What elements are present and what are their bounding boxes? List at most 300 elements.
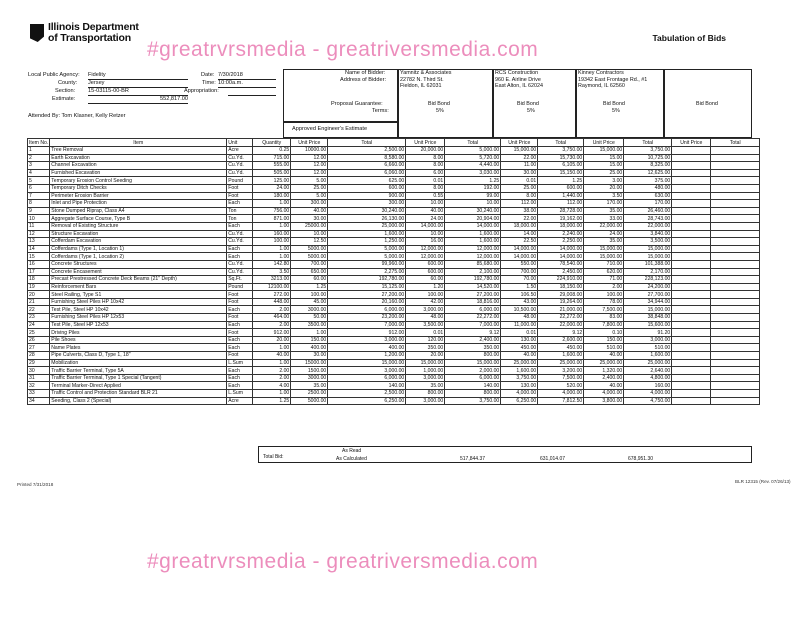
cell-eng-unit-price: 5.00 — [291, 177, 328, 185]
cell-b4-unit-price — [672, 222, 711, 230]
cell-item-no: 22 — [28, 306, 50, 314]
cell-item-desc: Name Plates — [50, 344, 227, 352]
cell-b4-unit-price — [672, 184, 711, 192]
cell-b1-total: 27,200.00 — [445, 291, 501, 299]
cell-eng-total: 5,000.00 — [328, 253, 406, 261]
cell-b2-total: 25,000.00 — [538, 359, 584, 367]
cell-b3-total: 228,123.00 — [624, 276, 672, 284]
table-row — [28, 215, 760, 223]
cell-quantity: 1.00 — [253, 253, 291, 261]
cell-b1-total: 14,000.00 — [445, 222, 501, 230]
county-value: Jersey — [88, 80, 188, 88]
cell-b4-total — [711, 382, 760, 390]
table-row — [28, 230, 760, 238]
cell-item-desc: Cofferdams (Type 1, Location 2) — [50, 253, 227, 261]
cell-eng-unit-price: 700.00 — [291, 260, 328, 268]
cell-item-no: 21 — [28, 298, 50, 306]
cell-b4-unit-price — [672, 336, 711, 344]
cell-b4-unit-price — [672, 238, 711, 246]
cell-b2-total: 450.00 — [538, 344, 584, 352]
cell-b1-unit-price: 42.00 — [406, 298, 445, 306]
cell-b3-total: 28,743.00 — [624, 215, 672, 223]
table-row — [28, 390, 760, 398]
cell-b4-total — [711, 184, 760, 192]
cell-quantity: 1.00 — [253, 200, 291, 208]
col-item-no: Item No. — [29, 139, 49, 146]
cell-b3-unit-price: 4,000.00 — [584, 390, 624, 398]
cell-b1-total: 12,000.00 — [445, 253, 501, 261]
cell-eng-unit-price: 40.00 — [291, 207, 328, 215]
col-quantity: Quantity — [253, 139, 291, 147]
cell-b3-unit-price: 510.00 — [584, 344, 624, 352]
cell-eng-total: 15,000.00 — [328, 359, 406, 367]
watermark-top: #greatrvrsmedia - greatriversmedia.com — [147, 38, 539, 61]
table-row — [28, 367, 760, 375]
cell-b1-unit-price: 20,000.00 — [406, 147, 445, 155]
cell-eng-unit-price: 35.00 — [291, 382, 328, 390]
cell-b4-total — [711, 291, 760, 299]
cell-item-desc: Temporary Ditch Checks — [50, 184, 227, 192]
cell-eng-unit-price: 25.00 — [291, 184, 328, 192]
cell-b4-unit-price — [672, 329, 711, 337]
cell-b3-unit-price: 15,000.00 — [584, 253, 624, 261]
cell-b2-unit-price: 40.00 — [501, 352, 538, 360]
cell-b1-unit-price: 120.00 — [406, 336, 445, 344]
cell-b1-total: 5,720.00 — [445, 154, 501, 162]
cell-item-desc: Test Pile, Steel HP 12x53 — [50, 321, 227, 329]
bidder-2-addr2: East Alton, IL 62024 — [495, 83, 544, 90]
cell-b2-unit-price: 30.00 — [501, 169, 538, 177]
cell-b3-unit-price: 78.00 — [584, 298, 624, 306]
cell-b1-total: 1.25 — [445, 177, 501, 185]
cell-b2-unit-price: 25,000.00 — [501, 359, 538, 367]
cell-b3-total: 8,325.00 — [624, 162, 672, 170]
cell-unit: Each — [227, 245, 253, 253]
cell-item-no: 7 — [28, 192, 50, 200]
cell-b4-total — [711, 283, 760, 291]
cell-eng-unit-price: 300.00 — [291, 200, 328, 208]
cell-eng-total: 192,780.00 — [328, 276, 406, 284]
cell-item-no: 19 — [28, 283, 50, 291]
cell-b4-total — [711, 245, 760, 253]
cell-b4-total — [711, 253, 760, 261]
cell-item-no: 18 — [28, 276, 50, 284]
cell-b3-total: 101,388.00 — [624, 260, 672, 268]
cell-b3-total: 160.00 — [624, 382, 672, 390]
cell-b2-unit-price: 130.00 — [501, 336, 538, 344]
cell-unit: Each — [227, 367, 253, 375]
cell-quantity: 464.00 — [253, 314, 291, 322]
cell-b1-total: 192.00 — [445, 184, 501, 192]
printed-date: Printed 7/31/2018 — [17, 482, 54, 487]
cell-b3-unit-price: 83.00 — [584, 314, 624, 322]
cell-b3-total: 510.00 — [624, 344, 672, 352]
cell-item-no: 2 — [28, 154, 50, 162]
cell-b4-unit-price — [672, 245, 711, 253]
cell-b2-unit-price: 450.00 — [501, 344, 538, 352]
cell-item-no: 10 — [28, 215, 50, 223]
cell-quantity: 180.00 — [253, 192, 291, 200]
cell-b2-total: 18,000.00 — [538, 222, 584, 230]
estimate-value: 552,817.00 — [88, 96, 188, 104]
cell-b4-unit-price — [672, 382, 711, 390]
cell-eng-total: 2,500.00 — [328, 147, 406, 155]
cell-b4-total — [711, 306, 760, 314]
cell-item-desc: Inlet and Pipe Protection — [50, 200, 227, 208]
cell-b1-unit-price: 12,000.00 — [406, 245, 445, 253]
cell-b2-total: 19,264.00 — [538, 298, 584, 306]
cell-b3-total: 25,000.00 — [624, 359, 672, 367]
cell-b1-total: 192,780.00 — [445, 276, 501, 284]
cell-quantity: 1.00 — [253, 222, 291, 230]
cell-b3-total: 26,460.00 — [624, 207, 672, 215]
cell-b1-total: 2,100.00 — [445, 268, 501, 276]
cell-b3-unit-price: 2,400.00 — [584, 374, 624, 382]
cell-eng-total: 600.00 — [328, 184, 406, 192]
cell-quantity: 2.00 — [253, 367, 291, 375]
cell-unit: Cu.Yd. — [227, 260, 253, 268]
cell-b2-total: 7,812.50 — [538, 397, 584, 405]
cell-b1-unit-price: 60.00 — [406, 276, 445, 284]
cell-b1-total: 350.00 — [445, 344, 501, 352]
cell-item-no: 26 — [28, 336, 50, 344]
col-b4-unit-price: Unit Price — [672, 139, 711, 147]
table-row — [28, 352, 760, 360]
cell-b2-unit-price: 25.00 — [501, 184, 538, 192]
cell-b4-total — [711, 268, 760, 276]
cell-b1-unit-price: 35.00 — [406, 382, 445, 390]
cell-b1-unit-price: 600.00 — [406, 268, 445, 276]
cell-b1-unit-price: 0.01 — [406, 177, 445, 185]
cell-b1-unit-price: 1,000.00 — [406, 367, 445, 375]
cell-unit: Sq.Ft. — [227, 276, 253, 284]
cell-eng-unit-price: 12.00 — [291, 162, 328, 170]
cell-quantity: 272.00 — [253, 291, 291, 299]
cell-eng-unit-price: 25000.00 — [291, 222, 328, 230]
cell-b2-total: 6,105.00 — [538, 162, 584, 170]
cell-b3-total: 91.20 — [624, 329, 672, 337]
cell-eng-unit-price: 3000.00 — [291, 306, 328, 314]
cell-item-no: 17 — [28, 268, 50, 276]
table-row — [28, 276, 760, 284]
cell-b3-total: 2,640.00 — [624, 367, 672, 375]
cell-b1-total: 30,240.00 — [445, 207, 501, 215]
cell-b2-unit-price: 22.00 — [501, 154, 538, 162]
cell-b2-total: 9.12 — [538, 329, 584, 337]
cell-item-desc: Structure Excavation — [50, 230, 227, 238]
col-b1-total: Total — [445, 139, 501, 147]
cell-b3-unit-price: 15,000.00 — [584, 245, 624, 253]
cell-b3-unit-price: 40.00 — [584, 352, 624, 360]
cell-eng-total: 26,130.00 — [328, 215, 406, 223]
cell-b4-total — [711, 154, 760, 162]
cell-b3-total: 375.00 — [624, 177, 672, 185]
cell-item-no: 25 — [28, 329, 50, 337]
cell-b4-unit-price — [672, 169, 711, 177]
cell-eng-total: 8,580.00 — [328, 154, 406, 162]
totals-box — [258, 446, 752, 463]
cell-item-no: 30 — [28, 367, 50, 375]
cell-b4-unit-price — [672, 359, 711, 367]
cell-b1-unit-price: 14,000.00 — [406, 222, 445, 230]
cell-quantity: 3.50 — [253, 268, 291, 276]
cell-eng-total: 7,000.00 — [328, 321, 406, 329]
cell-b1-total: 15,000.00 — [445, 359, 501, 367]
cell-eng-unit-price: 45.00 — [291, 298, 328, 306]
cell-eng-unit-price: 150.00 — [291, 336, 328, 344]
cell-b3-unit-price: 15.00 — [584, 154, 624, 162]
cell-b1-total: 3,030.00 — [445, 169, 501, 177]
cell-b4-unit-price — [672, 162, 711, 170]
cell-eng-total: 6,000.00 — [328, 306, 406, 314]
cell-b2-unit-price: 11,000.00 — [501, 321, 538, 329]
cell-unit: Cu.Yd. — [227, 238, 253, 246]
cell-b2-total: 2,250.00 — [538, 238, 584, 246]
cell-b4-unit-price — [672, 397, 711, 405]
cell-b2-total: 600.00 — [538, 184, 584, 192]
cell-eng-unit-price: 12.00 — [291, 169, 328, 177]
table-row — [28, 306, 760, 314]
cell-b2-total: 2,240.00 — [538, 230, 584, 238]
cell-item-no: 24 — [28, 321, 50, 329]
cell-eng-total: 6,060.00 — [328, 169, 406, 177]
table-row — [28, 314, 760, 322]
cell-b1-unit-price: 100.00 — [406, 291, 445, 299]
cell-b2-unit-price: 22.50 — [501, 238, 538, 246]
cell-b2-unit-price: 112.00 — [501, 200, 538, 208]
cell-item-no: 28 — [28, 352, 50, 360]
cell-quantity: 1.25 — [253, 397, 291, 405]
bidder-2-terms: 5% — [527, 108, 535, 114]
bidder-2-total: 631,014.07 — [540, 456, 566, 462]
bidder-2-addr1: 960 E. Airline Drive — [495, 76, 541, 83]
cell-quantity: 2.00 — [253, 321, 291, 329]
cell-b2-unit-price: 15,000.00 — [501, 147, 538, 155]
bidder-2-name: RCS Construction — [495, 70, 539, 76]
cell-unit: Each — [227, 253, 253, 261]
illinois-map-icon — [30, 24, 44, 42]
cell-b3-total: 630.00 — [624, 192, 672, 200]
cell-unit: L.Sum — [227, 359, 253, 367]
cell-eng-unit-price: 12.50 — [291, 238, 328, 246]
cell-b2-unit-price: 48.00 — [501, 314, 538, 322]
cell-eng-total: 6,660.00 — [328, 162, 406, 170]
cell-unit: L.Sum — [227, 390, 253, 398]
cell-item-desc: Pipe Culverts, Class D, Type 1, 18" — [50, 352, 227, 360]
cell-b1-unit-price: 3,500.00 — [406, 321, 445, 329]
cell-b3-total: 3,840.00 — [624, 230, 672, 238]
cell-quantity: 555.00 — [253, 162, 291, 170]
cell-b4-unit-price — [672, 207, 711, 215]
cell-b3-total: 27,700.00 — [624, 291, 672, 299]
cell-b3-total: 22,000.00 — [624, 222, 672, 230]
cell-b4-unit-price — [672, 314, 711, 322]
cell-b1-unit-price: 48.00 — [406, 314, 445, 322]
cell-item-desc: Cofferdams (Type 1, Location 1) — [50, 245, 227, 253]
bidder-3-guarantee: Bid Bond — [603, 101, 625, 107]
cell-unit: Each — [227, 344, 253, 352]
cell-b4-total — [711, 200, 760, 208]
table-row — [28, 329, 760, 337]
table-row — [28, 268, 760, 276]
cell-eng-total: 3,000.00 — [328, 336, 406, 344]
cell-eng-total: 5,000.00 — [328, 245, 406, 253]
table-row — [28, 321, 760, 329]
cell-unit: Cu.Yd. — [227, 268, 253, 276]
cell-b4-unit-price — [672, 390, 711, 398]
cell-b2-unit-price: 14.00 — [501, 230, 538, 238]
as-calculated-label: As Calculated — [336, 456, 367, 462]
cell-b1-total: 3,750.00 — [445, 397, 501, 405]
cell-quantity: 1.00 — [253, 359, 291, 367]
cell-b1-unit-price: 8.00 — [406, 162, 445, 170]
bidder-1-guarantee: Bid Bond — [428, 101, 450, 107]
cell-b2-total: 19,162.00 — [538, 215, 584, 223]
cell-b1-total: 9.12 — [445, 329, 501, 337]
cell-b3-total: 15,000.00 — [624, 253, 672, 261]
cell-item-desc: Tree Removal — [50, 147, 227, 155]
page-title: Tabulation of Bids — [652, 33, 726, 43]
cell-item-desc: Test Pile, Steel HP 10x42 — [50, 306, 227, 314]
cell-b1-total: 4,440.00 — [445, 162, 501, 170]
cell-eng-total: 2,275.00 — [328, 268, 406, 276]
cell-eng-unit-price: 30.00 — [291, 215, 328, 223]
cell-b4-unit-price — [672, 352, 711, 360]
cell-b4-total — [711, 192, 760, 200]
cell-item-desc: Cofferdam Excavation — [50, 238, 227, 246]
cell-unit: Cu.Yd. — [227, 230, 253, 238]
col-eng-total: Total — [328, 139, 406, 147]
cell-b1-total: 6,000.00 — [445, 306, 501, 314]
cell-item-no: 11 — [28, 222, 50, 230]
cell-item-desc: Driving Piles — [50, 329, 227, 337]
cell-b2-unit-price: 22.00 — [501, 215, 538, 223]
watermark-bottom: #greatrvrsmedia - greatriversmedia.com — [147, 550, 539, 573]
cell-b2-unit-price: 1.50 — [501, 283, 538, 291]
cell-b3-unit-price: 35.00 — [584, 238, 624, 246]
cell-b4-total — [711, 298, 760, 306]
cell-eng-unit-price: 10.00 — [291, 230, 328, 238]
cell-quantity: 24.00 — [253, 184, 291, 192]
cell-eng-total: 6,000.00 — [328, 374, 406, 382]
cell-item-desc: Traffic Control and Protection Standard BLR 21 — [50, 390, 227, 398]
cell-b3-unit-price: 33.00 — [584, 215, 624, 223]
bidder-3-info — [578, 70, 647, 90]
cell-item-no: 4 — [28, 169, 50, 177]
table-row — [28, 397, 760, 405]
cell-b2-unit-price: 3,750.00 — [501, 374, 538, 382]
cell-b4-total — [711, 222, 760, 230]
cell-unit: Each — [227, 321, 253, 329]
cell-b2-unit-price: 700.00 — [501, 268, 538, 276]
cell-quantity: 142.80 — [253, 260, 291, 268]
cell-b1-total: 12,000.00 — [445, 245, 501, 253]
cell-eng-total: 140.00 — [328, 382, 406, 390]
cell-b2-total: 1.25 — [538, 177, 584, 185]
cell-item-no: 29 — [28, 359, 50, 367]
cell-b2-unit-price: 14,000.00 — [501, 245, 538, 253]
bidder-3-terms: 5% — [612, 108, 620, 114]
cell-eng-unit-price: 2500.00 — [291, 390, 328, 398]
cell-item-desc: Precast Prestressed Concrete Deck Beams (21" Depth) — [50, 276, 227, 284]
cell-eng-total: 25,000.00 — [328, 222, 406, 230]
cell-item-desc: Seeding, Class 2 (Special) — [50, 397, 227, 405]
cell-b4-unit-price — [672, 230, 711, 238]
cell-b3-total: 15,000.00 — [624, 306, 672, 314]
cell-item-desc: Removal of Existing Structure — [50, 222, 227, 230]
cell-eng-total: 1,250.00 — [328, 238, 406, 246]
cell-b1-total: 22,272.00 — [445, 314, 501, 322]
cell-b3-total: 3,500.00 — [624, 238, 672, 246]
cell-b4-unit-price — [672, 344, 711, 352]
cell-item-no: 16 — [28, 260, 50, 268]
date-label: Date: — [201, 72, 215, 78]
cell-b3-total: 3,750.00 — [624, 147, 672, 155]
total-bid-label: Total Bid: — [263, 454, 284, 460]
cell-b1-total: 2,000.00 — [445, 367, 501, 375]
cell-b3-unit-price: 3,800.00 — [584, 397, 624, 405]
cell-unit: Foot — [227, 291, 253, 299]
table-row — [28, 162, 760, 170]
cell-b1-total: 10.00 — [445, 200, 501, 208]
cell-item-no: 1 — [28, 147, 50, 155]
cell-b1-total: 1,600.00 — [445, 230, 501, 238]
attended-by: Attended By: Tom Klasner, Kelly Retzer — [28, 113, 126, 119]
col-b4-total: Total — [711, 139, 760, 147]
cell-item-desc: Reinforcement Bars — [50, 283, 227, 291]
cell-b3-unit-price: 22,000.00 — [584, 222, 624, 230]
cell-b2-total: 22,000.00 — [538, 321, 584, 329]
bidder-1-info — [400, 70, 451, 90]
cell-b2-unit-price: 18,000.00 — [501, 222, 538, 230]
cell-eng-unit-price: 15000.00 — [291, 359, 328, 367]
cell-item-desc: Channel Excavation — [50, 162, 227, 170]
cell-b3-unit-price: 1,320.00 — [584, 367, 624, 375]
cell-b3-unit-price: 7,500.00 — [584, 306, 624, 314]
cell-b1-total: 140.00 — [445, 382, 501, 390]
cell-b1-unit-price: 0.55 — [406, 192, 445, 200]
cell-quantity: 160.00 — [253, 230, 291, 238]
cell-unit: Ton — [227, 207, 253, 215]
bidder-3-name: Kinney Contractors — [578, 70, 624, 76]
cell-item-no: 23 — [28, 314, 50, 322]
cell-b1-unit-price: 20.00 — [406, 352, 445, 360]
cell-quantity: 3213.00 — [253, 276, 291, 284]
cell-unit: Foot — [227, 329, 253, 337]
bidder-name-label: Name of Bidder: — [345, 70, 386, 76]
cell-item-desc: Terminal Marker-Direct Applied — [50, 382, 227, 390]
cell-unit: Foot — [227, 184, 253, 192]
cell-b1-total: 800.00 — [445, 390, 501, 398]
col-b2-unit-price: Unit Price — [501, 139, 538, 147]
cell-b2-total: 22,272.00 — [538, 314, 584, 322]
cell-b3-unit-price: 35.00 — [584, 207, 624, 215]
cell-item-no: 34 — [28, 397, 50, 405]
cell-eng-total: 3,000.00 — [328, 367, 406, 375]
cell-b4-total — [711, 367, 760, 375]
cell-b4-total — [711, 336, 760, 344]
col-b3-unit-price: Unit Price — [584, 139, 624, 147]
cell-b2-unit-price: 11.00 — [501, 162, 538, 170]
col-b1-unit-price: Unit Price — [406, 139, 445, 147]
cell-b1-unit-price: 1.20 — [406, 283, 445, 291]
cell-b2-total: 14,000.00 — [538, 245, 584, 253]
bidder-3-total: 678,951.30 — [628, 456, 654, 462]
cell-eng-total: 400.00 — [328, 344, 406, 352]
cell-b4-unit-price — [672, 177, 711, 185]
cell-eng-unit-price: 3500.00 — [291, 321, 328, 329]
cell-b1-unit-price: 0.01 — [406, 329, 445, 337]
